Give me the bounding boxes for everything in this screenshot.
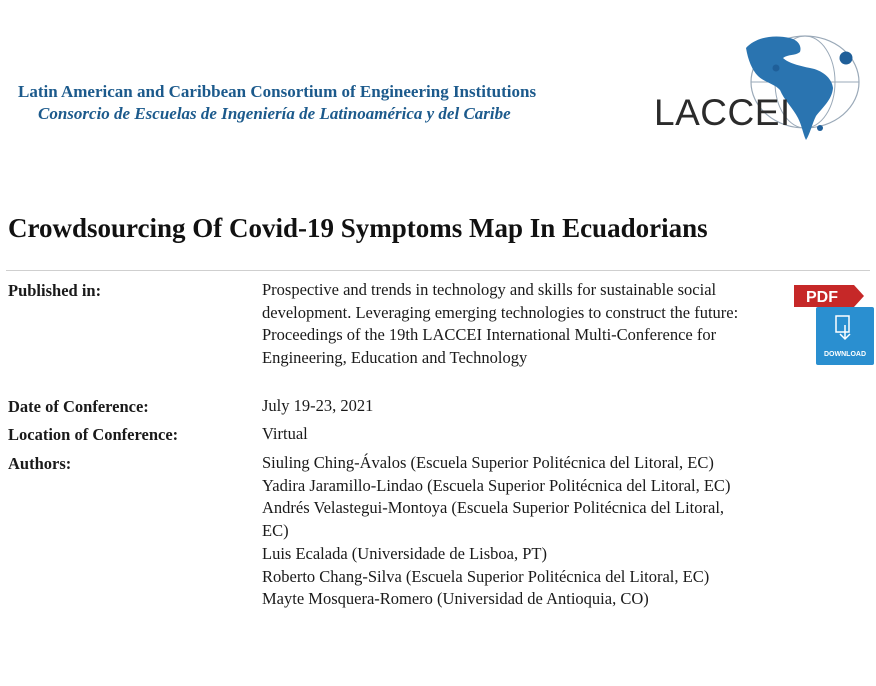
download-label: DOWNLOAD — [824, 351, 866, 358]
author-item[interactable]: Luis Ecalada (Universidade de Lisboa, PT) — [262, 543, 547, 563]
date-value: July 19-23, 2021 — [262, 396, 374, 415]
date-label: Date of Conference: — [8, 397, 149, 416]
pdf-label: PDF — [806, 289, 838, 306]
pdf-download-button[interactable] — [792, 283, 876, 369]
logo-wordmark: LACCEI — [654, 92, 791, 133]
author-item[interactable]: Roberto Chang-Silva (Escuela Superior Politécnica del Litoral, EC) — [262, 566, 710, 586]
author-item[interactable]: Siuling Ching-Ávalos (Escuela Superior Politécnica del Litoral, EC) — [262, 453, 714, 472]
header-org-spanish: Consorcio de Escuelas de Ingeniería de Latinoamérica y del Caribe — [38, 104, 511, 123]
authors-label: Authors: — [8, 454, 72, 473]
author-item[interactable]: Andrés Velastegui-Montoya (Escuela Superior Politécnica del Litoral, EC) — [262, 498, 725, 541]
published-in-value: Prospective and trends in technology and skills for sustainable social development. Leveraging emerging technologies to construct the future: Proceedings of the 19th LACCEI International Multi-Conference for Engineering, Education and Technology — [262, 280, 739, 368]
page-title: Crowdsourcing Of Covid-19 Symptoms Map In Ecuadorians — [8, 213, 708, 243]
header-org-english: Latin American and Caribbean Consortium of Engineering Institutions — [18, 82, 537, 101]
published-in-label: Published in: — [8, 281, 102, 300]
title-divider — [6, 270, 870, 271]
author-item[interactable]: Mayte Mosquera-Romero (Universidad de Antioquia, CO) — [262, 589, 649, 609]
author-item[interactable]: Yadira Jaramillo-Lindao (Escuela Superior Politécnica del Litoral, EC) — [262, 475, 731, 495]
location-label: Location of Conference: — [8, 425, 179, 444]
location-value: Virtual — [262, 424, 308, 443]
authors-list — [262, 452, 742, 611]
